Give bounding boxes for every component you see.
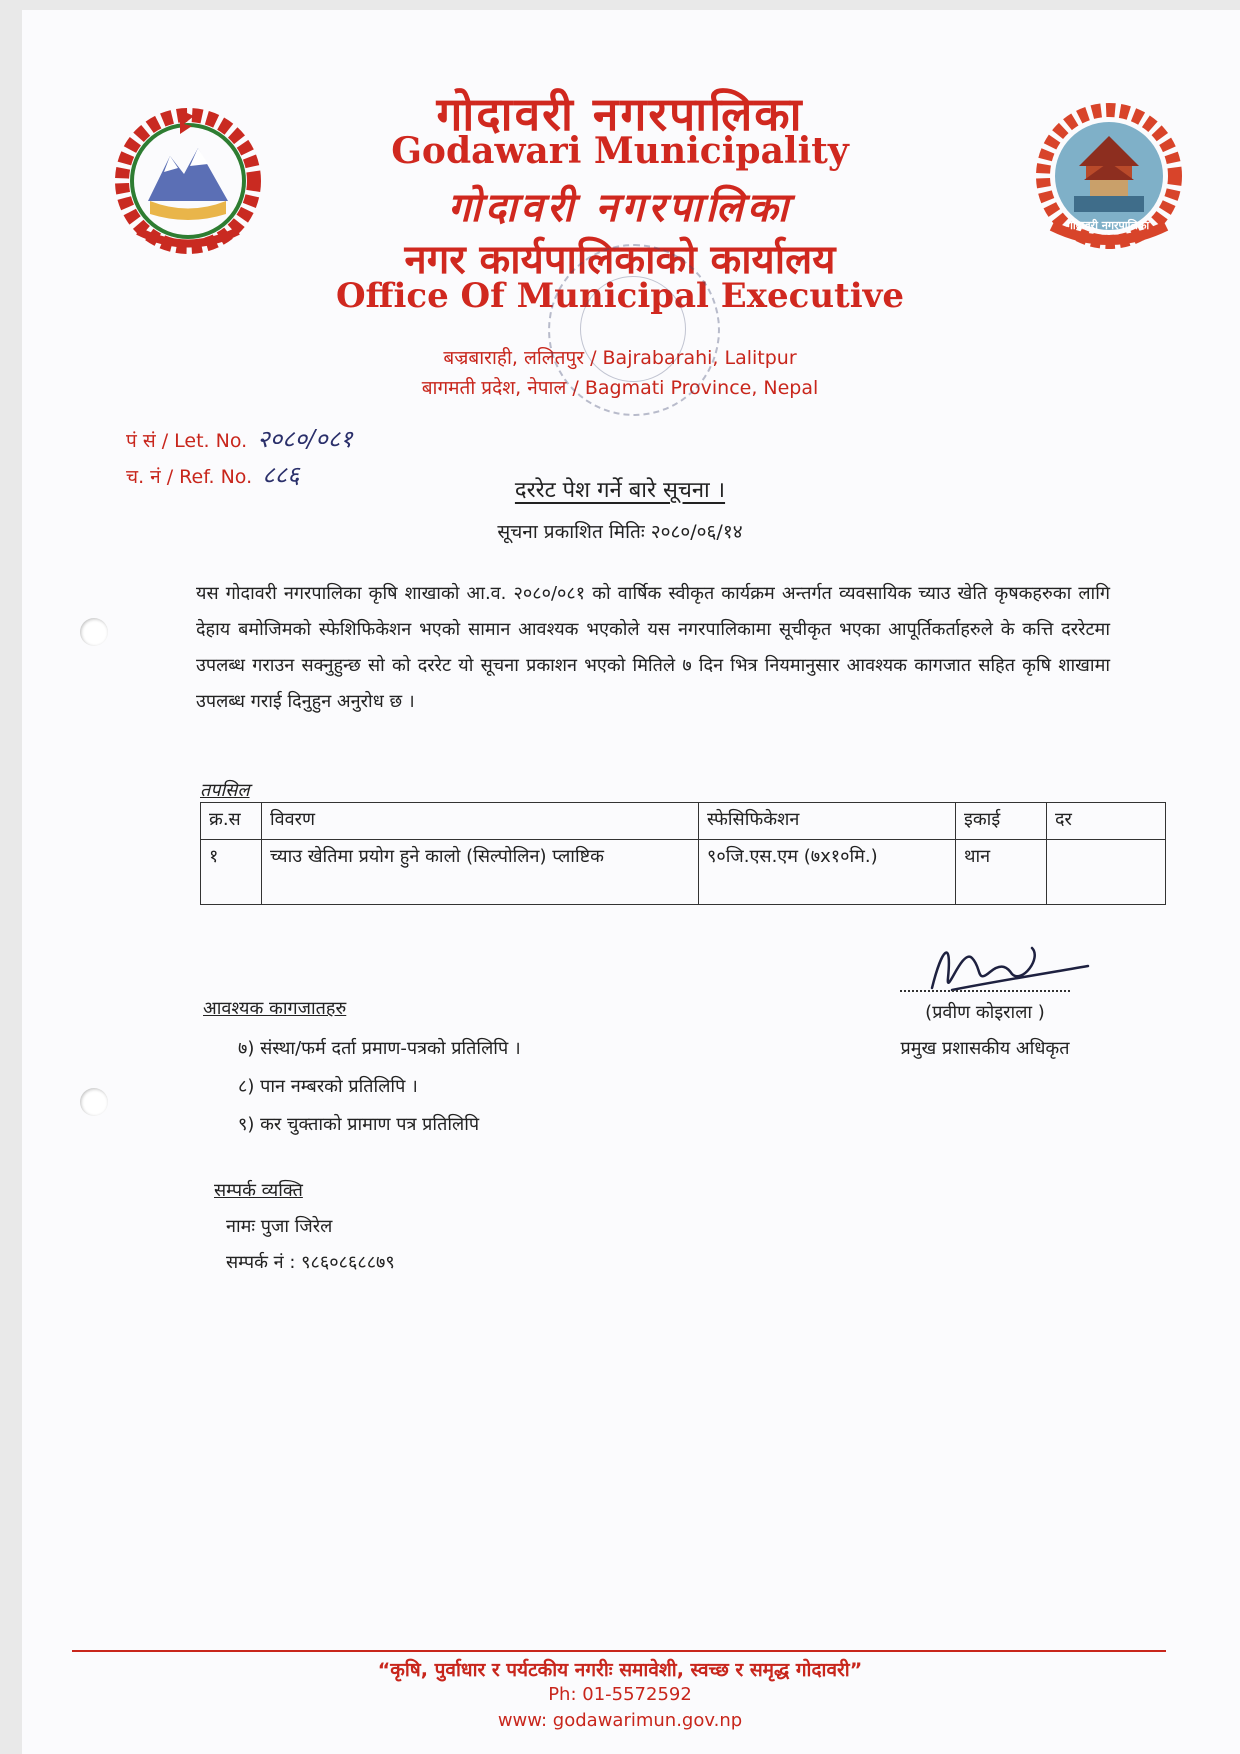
table-row bbox=[201, 840, 1166, 905]
signatory-title: प्रमुख प्रशासकीय अधिकृत bbox=[900, 1038, 1070, 1059]
footer-phone: Ph: 01-5572592 bbox=[548, 1684, 692, 1705]
list-item: ७) संस्था/फर्म दर्ता प्रमाण-पत्रको प्रतिलिपि । bbox=[238, 1038, 521, 1059]
punch-hole-bottom bbox=[80, 1088, 108, 1116]
reference-number-label: च. नं / Ref. No. bbox=[126, 466, 253, 488]
documents-list bbox=[238, 1030, 521, 1144]
cell-sn: १ bbox=[201, 840, 262, 905]
contact-heading: सम्पर्क व्यक्ति bbox=[214, 1180, 303, 1201]
footer-website[interactable]: www: godawarimun.gov.np bbox=[497, 1710, 743, 1731]
col-header-rate: दर bbox=[1047, 803, 1166, 840]
documents-heading: आवश्यक कागजातहरु bbox=[203, 998, 347, 1019]
cell-specification: ९०जि.एस.एम (७x१०मि.) bbox=[699, 840, 956, 905]
contact-name: नामः पुजा जिरेल bbox=[226, 1216, 333, 1237]
municipality-name-english: Godawari Municipality bbox=[391, 130, 849, 172]
municipality-name-script: गोदावरी नगरपालिका bbox=[447, 184, 793, 231]
municipality-name-nepali: गोदावरी नगरपालिका bbox=[436, 87, 804, 141]
punch-hole-top bbox=[80, 618, 108, 646]
office-name-english: Office Of Municipal Executive bbox=[335, 276, 905, 316]
cell-unit: थान bbox=[956, 840, 1047, 905]
list-item: ८) पान नम्बरको प्रतिलिपि । bbox=[238, 1076, 418, 1097]
office-stamp-icon bbox=[548, 244, 720, 416]
footer-slogan: “कृषि, पुर्वाधार र पर्यटकीय नगरीः समावेशी, स्वच्छ र समृद्ध गोदावरी” bbox=[377, 1659, 863, 1681]
letter-number-value: २०८०/०८१ bbox=[257, 425, 353, 453]
right-emblem-text: गोदावरी नगरपालिका bbox=[1066, 219, 1150, 232]
office-name-nepali: नगर कार्यपालिकाको कार्यालय bbox=[404, 237, 836, 283]
address-line-2: बागमती प्रदेश, नेपाल / Bagmati Province, Nepal bbox=[421, 377, 819, 399]
signatory-name: (प्रवीण कोइराला ) bbox=[925, 1002, 1045, 1023]
table-header-row bbox=[201, 803, 1166, 840]
address-line-1: बज्रबाराही, ललितपुर / Bajrabarahi, Lalitpur bbox=[443, 347, 797, 369]
cell-rate bbox=[1047, 840, 1166, 905]
letter-number-label: पं सं / Let. No. bbox=[126, 430, 248, 452]
letter-number bbox=[126, 422, 353, 455]
notice-title: दररेट पेश गर्ने बारे सूचना । bbox=[514, 478, 726, 503]
reference-number-value: ८८६ bbox=[262, 461, 300, 489]
footer-divider bbox=[72, 1650, 1166, 1652]
col-header-sn: क्र.स bbox=[201, 803, 262, 840]
contact-phone: सम्पर्क नं : ९८६०८६८८७९ bbox=[226, 1252, 395, 1273]
signature-block bbox=[860, 926, 1110, 1060]
list-item: ९) कर चुक्ताको प्रामाण पत्र प्रतिलिपि bbox=[238, 1114, 480, 1135]
schedule-label: तपसिल bbox=[200, 780, 250, 801]
cell-description: च्याउ खेतिमा प्रयोग हुने कालो (सिल्पोलिन) प्लाष्टिक bbox=[262, 840, 699, 905]
published-date: सूचना प्रकाशित मितिः २०८०/०६/१४ bbox=[497, 521, 743, 543]
notice-body: यस गोदावरी नगरपालिका कृषि शाखाको आ.व. २०८०/०८१ को वार्षिक स्वीकृत कार्यक्रम अन्तर्गत व्यवसायिक च्याउ खेति कृषकहरुका लागि देहाय बमोजिमको स्फेशिफिकेशन भएको सामान आवश्यक भएकोले यस नगरपालिकामा सूचीकृत भएका आपूर्तिकर्ताहरुले के कत्ति दररेटमा उपलब्ध गराउन सक्नुहुन्छ सो को दररेट यो सूचना प्रकाशन भएको मितिले ७ दिन भित्र नियमानुसार आवश्यक कागजात सहित कृषि शाखामा उपलब्ध गराई दिनुहुन अनुरोध छ । bbox=[196, 583, 1110, 712]
signature-dotted-line bbox=[900, 990, 1070, 992]
col-header-unit: इकाई bbox=[956, 803, 1047, 840]
col-header-description: विवरण bbox=[262, 803, 699, 840]
schedule-table bbox=[200, 802, 1166, 905]
col-header-specification: स्फेसिफिकेशन bbox=[699, 803, 956, 840]
